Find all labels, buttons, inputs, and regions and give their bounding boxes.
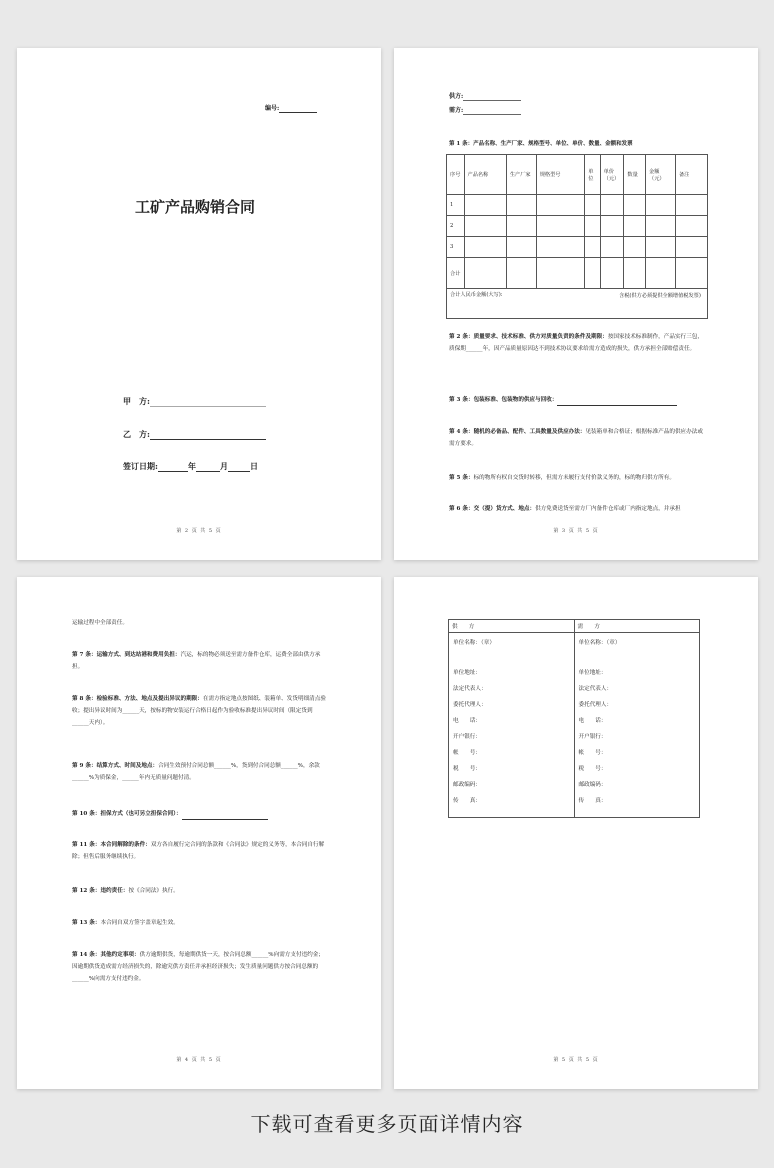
supplier-header: 供 方 (449, 620, 575, 633)
table-header: 单价（元） (600, 155, 624, 195)
supplier-line: 供方: (449, 92, 521, 101)
clause-3: 第 3 条：包装标准、包装物的供应与回收： (449, 394, 704, 406)
signature-table (448, 619, 700, 818)
buyer-field: 法定代表人： (578, 686, 613, 692)
page-footer: 第 3 页 共 5 页 (553, 528, 599, 534)
contract-title: 工矿产品购销合同 (135, 198, 256, 216)
table-header: 备注 (675, 155, 707, 195)
table-row: 3 (447, 237, 708, 258)
clause-12: 第 12 条：违约责任：按《合同法》执行。 (72, 888, 179, 894)
buyer-field: 传 真： (578, 798, 607, 804)
page-footer: 第 5 页 共 5 页 (553, 1057, 599, 1063)
party-b-line: 乙 方: (123, 429, 266, 440)
clause-14: 第 14 条：其他约定事项：供方逾期供货，每逾期供货一天，按合同总额______%向需方支付违约金；因逾期供货造成需方经济损失的，除逾究供方责任并承担经济损失；发生质量问题供方按合同总额的______%向需方支付违约金。 (72, 952, 324, 982)
product-table (446, 154, 708, 319)
buyer-field: 帐 号： (578, 750, 607, 756)
contract-page-3 (394, 48, 758, 560)
table-header: 金额（元） (646, 155, 676, 195)
clause-9: 第 9 条：结算方式、时间及地点：合同生效预付合同总额______%，货到付合同总额______%，余款______%为质保金，______年内无质量问题付清。 (72, 763, 320, 781)
table-header: 规格型号 (536, 155, 584, 195)
buyer-field: 邮政编码： (578, 782, 607, 788)
supplier-field: 委托代理人： (453, 702, 487, 708)
page-footer: 第 4 页 共 5 页 (176, 1057, 222, 1063)
clause-6: 第 6 条：交（提）货方式、地点：供方免费送货至需方厂内备件仓库或厂内指定地点，并承担 (449, 506, 681, 512)
table-header: 产品名称 (464, 155, 506, 195)
buyer-field: 单位地址： (578, 670, 607, 676)
table-header: 单位 (585, 155, 600, 195)
supplier-details (449, 633, 575, 818)
table-header: 序号 (447, 155, 465, 195)
page-footer: 第 2 页 共 5 页 (176, 528, 222, 534)
buyer-details (574, 633, 700, 818)
sign-date-line: 签订日期: 年 月 日 (123, 461, 258, 471)
table-header: 数量 (624, 155, 646, 195)
table-row: 1 (447, 195, 708, 216)
contract-page-5 (394, 577, 758, 1089)
clause-7: 第 7 条：运输方式、到达站港和费用负担：汽运，标的物必须送至需方备件仓库，运费全部由供方承担。 (72, 652, 321, 670)
table-row (447, 289, 708, 319)
supplier-field: 单位名称：（章） (453, 640, 495, 646)
buyer-field: 开户银行： (578, 734, 607, 740)
party-a-line: 甲 方: (123, 396, 266, 407)
download-caption: 下载可查看更多页面详情内容 (250, 1112, 524, 1136)
clause-4: 第 4 条：随机的必备品、配件、工具数量及供应办法：见装箱单和合格证；根据标准产品的供应办法或需方要求。 (449, 429, 703, 447)
tax-note: 含税(供方必须提供全额增值税发票) (619, 293, 701, 299)
buyer-field: 委托代理人： (578, 702, 613, 708)
supplier-field: 电 话： (453, 718, 481, 724)
contract-page-4 (17, 577, 381, 1089)
supplier-field: 法定代表人： (453, 686, 487, 692)
clause-1-title: 第 1 条：产品名称、生产厂家、规格型号、单位、单价、数量、金额和发票 (449, 141, 633, 147)
table-row: 合计 (447, 258, 708, 289)
clause-5: 第 5 条：标的物所有权自交货时转移，但需方未履行支付价款义务的，标的物归供方所有。 (449, 475, 675, 481)
total-amount-label: 合计人民币金额(大写): (450, 292, 503, 298)
supplier-field: 单位地址： (453, 670, 481, 676)
clause-8: 第 8 条：检验标准、方法、地点及提出异议的期限：在需方指定地点按图纸、装箱单、发货明细清点验收；提出异议时间为______天，按标的物安装运行合格日起作为验收标准提出异议时间（限定货到______天内）。 (72, 696, 326, 726)
clause-11: 第 11 条：本合同解除的条件：双方各自履行完合同的条款和《合同法》规定的义务等，本合同自行解除；但售后服务继续执行。 (72, 842, 325, 860)
buyer-field: 单位名称：（章） (578, 640, 621, 646)
table-header: 生产厂家 (506, 155, 536, 195)
supplier-field: 传 真： (453, 798, 481, 804)
contract-page-2 (17, 48, 381, 560)
buyer-field: 电 话： (578, 718, 607, 724)
clause-2: 第 2 条：质量要求、技术标准、供方对质量负责的条件及期限：按国家技术标准制作，产品实行三包，质保期______年，因产品质量原因达不到技术协议要求给需方造成的损失，供方承担全部赔偿责任。 (449, 334, 703, 352)
transport-continuation: 运输过程中全部责任。 (72, 620, 128, 626)
buyer-header: 需 方 (574, 620, 700, 633)
supplier-field: 邮政编码： (453, 782, 481, 788)
buyer-line: 需方: (449, 106, 521, 115)
contract-number: 编号: (265, 104, 317, 113)
clause-10: 第 10 条：担保方式（也可另立担保合同）： (72, 808, 327, 820)
clause-13: 第 13 条：本合同自双方签字盖章起生效。 (72, 920, 179, 926)
supplier-field: 开户银行： (453, 734, 481, 740)
table-row: 2 (447, 216, 708, 237)
supplier-field: 税 号： (453, 766, 481, 772)
supplier-field: 帐 号： (453, 750, 481, 756)
buyer-field: 税 号： (578, 766, 607, 772)
